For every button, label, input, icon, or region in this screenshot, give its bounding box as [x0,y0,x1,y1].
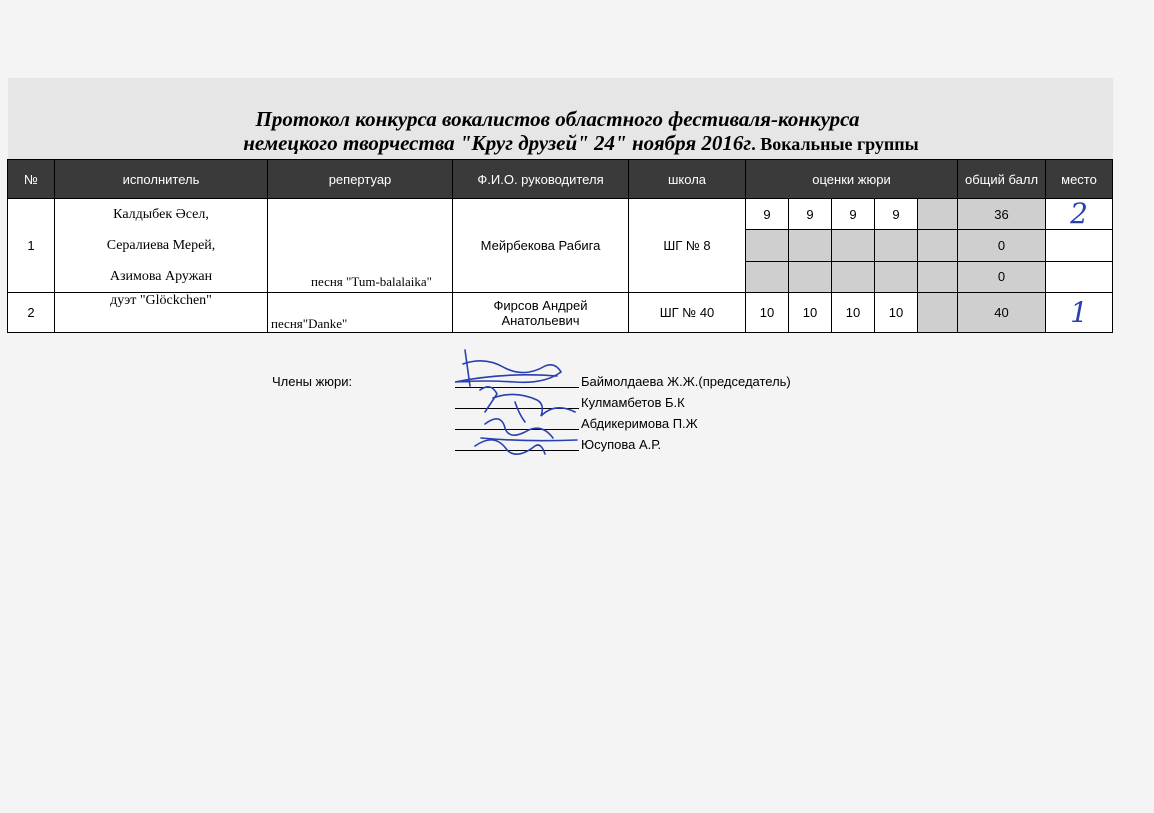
performer-cell: дуэт "Glöckchen" [55,293,268,333]
repertoire-cell [268,199,453,293]
score-cell [789,261,832,292]
score-cell [832,261,875,292]
score-cell [918,199,958,230]
place-cell [1046,199,1113,230]
signature-1 [455,350,561,386]
score-cell [746,230,789,261]
score-cell [918,230,958,261]
jury-member: Юсупова А.Р. [581,437,662,452]
protocol-table [7,159,1113,333]
score-cell: 9 [789,199,832,230]
score-cell: 9 [746,199,789,230]
repertoire-cell: песня"Danke" [268,293,453,333]
title-main: немецкого творчества "Круг друзей" 24" ноября 2016г [243,131,752,155]
score-cell [875,261,918,292]
row-num: 1 [8,199,55,293]
title-category: . Вокальные группы [751,134,919,154]
score-cell: 10 [746,293,789,333]
jury-member: Абдикеримова П.Ж [581,416,698,431]
signature-2 [480,387,575,422]
performer-name: Калдыбек Әсел, [113,207,209,222]
score-cell: 10 [832,293,875,333]
jury-member: Кулмамбетов Б.К [581,395,685,410]
col-performer: исполнитель [55,160,268,199]
table-row [8,199,1113,230]
performers-cell [55,199,268,293]
score-cell [746,261,789,292]
leader-cell: Фирсов Андрей Анатольевич [453,293,629,333]
total-cell: 40 [958,293,1046,333]
performer-name: Азимова Аружан [109,269,213,284]
jury-member: Баймолдаева Ж.Ж.(председатель) [581,374,791,389]
signature-4 [475,440,545,454]
score-cell: 10 [875,293,918,333]
score-cell [918,293,958,333]
signature-3 [481,419,577,441]
score-cell [832,230,875,261]
table-header-row [8,160,1113,199]
score-cell [875,230,918,261]
score-cell: 9 [875,199,918,230]
col-total: общий балл [958,160,1046,199]
score-cell: 10 [789,293,832,333]
col-num: № [8,160,55,199]
school-cell: ШГ № 40 [629,293,746,333]
col-place: место [1046,160,1113,199]
table-row [8,293,1113,333]
document-title-line-1: Протокол конкурса вокалистов областного фестиваля-конкурса [255,107,860,131]
school-cell: ШГ № 8 [629,199,746,293]
score-cell [918,261,958,292]
total-cell: 0 [958,261,1046,292]
place-handwritten: 1 [1070,295,1088,329]
col-repertoire: репертуар [268,160,453,199]
col-leader: Ф.И.О. руководителя [453,160,629,199]
leader-cell: Мейрбекова Рабига [453,199,629,293]
score-cell: 9 [832,199,875,230]
place-handwritten: 2 [1070,197,1088,231]
document-title-line-2 [0,130,1154,157]
row-num: 2 [8,293,55,333]
place-cell [1046,293,1113,333]
total-cell: 36 [958,199,1046,230]
jury-label: Члены жюри: [272,374,353,389]
place-cell [1046,230,1113,261]
performer-name: Сералиева Мерей, [106,238,216,253]
place-cell [1046,261,1113,292]
col-jury-scores: оценки жюри [746,160,958,199]
repertoire-text: песня "Tum-balalaika" [311,274,432,289]
score-cell [789,230,832,261]
total-cell: 0 [958,230,1046,261]
col-school: школа [629,160,746,199]
handwritten-signatures [445,342,585,462]
